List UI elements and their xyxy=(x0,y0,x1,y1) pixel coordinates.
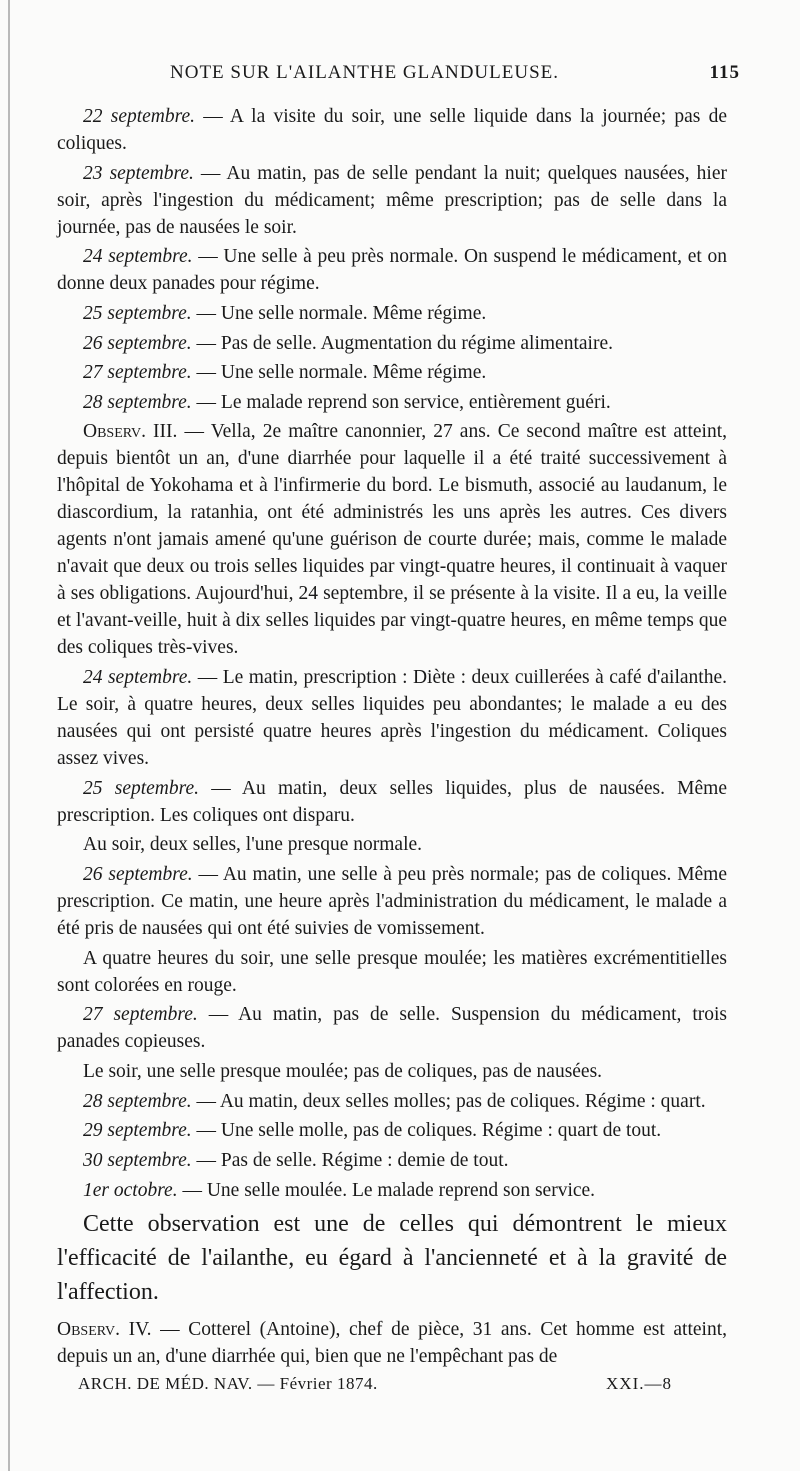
entry-date: 27 septembre. xyxy=(83,1004,198,1026)
journal-entry xyxy=(57,664,727,772)
observation-iv-text: — Cotterel (Antoine), chef de pièce, 31 ans. Cet homme est atteint, depuis un an, d'une diarrhée qui, bien que ne l'empêchant pas de xyxy=(57,1319,727,1367)
journal-entry xyxy=(57,103,727,157)
journal-entry xyxy=(57,1001,727,1055)
journal-entry xyxy=(57,1147,727,1174)
page-binding-edge xyxy=(8,0,10,1471)
entry-date: 28 septembre. xyxy=(83,1090,192,1112)
entry-text: — Au matin, pas de selle. Suspension du médicament, trois panades copieuses. xyxy=(57,1004,727,1053)
journal-entry xyxy=(57,1058,727,1085)
page-footer xyxy=(78,1374,672,1398)
body-text xyxy=(57,103,727,1206)
entry-date: 25 septembre. xyxy=(83,302,192,324)
observation-iv-lead: Observ. IV. xyxy=(57,1319,152,1340)
entry-text: — Au matin, pas de selle pendant la nuit; quelques nausées, hier soir, après l'ingestion du médicament; même prescription; pas de selle dans la journée, pas de nausées le soir. xyxy=(57,162,727,238)
journal-entry xyxy=(57,160,727,241)
journal-entry xyxy=(57,300,727,327)
entry-text: — A la visite du soir, une selle liquide dans la journée; pas de coliques. xyxy=(57,106,727,154)
entry-text: — Une selle normale. Même régime. xyxy=(191,302,487,324)
journal-entry xyxy=(57,1117,727,1144)
journal-entry xyxy=(57,861,727,942)
entry-text: — Une selle à peu près normale. On suspend le médicament, et on donne deux panades pour régime. xyxy=(57,246,728,295)
entry-date: 29 septembre. xyxy=(83,1120,192,1142)
entry-date: 24 septembre. xyxy=(83,667,193,689)
journal-entry xyxy=(57,243,727,297)
observation-iv-paragraph xyxy=(57,1316,727,1370)
entry-date: 30 septembre. xyxy=(83,1149,192,1171)
entry-text: — Au matin, deux selles liquides, plus de nausées. Même prescription. Les coliques ont disparu. xyxy=(57,777,727,826)
entry-text: — Au matin, deux selles molles; pas de coliques. Régime : quart. xyxy=(191,1090,706,1112)
running-title: NOTE SUR L'AILANTHE GLANDULEUSE. xyxy=(170,62,559,83)
entry-text: — Pas de selle. Régime : demie de tout. xyxy=(191,1149,509,1171)
entry-text: — Pas de selle. Augmentation du régime alimentaire. xyxy=(191,332,613,354)
entry-text: Le soir, une selle presque moulée; pas de coliques, pas de nausées. xyxy=(83,1060,603,1082)
footer-journal: ARCH. DE MÉD. NAV. — Février 1874. xyxy=(78,1374,378,1393)
entry-date: 24 septembre. xyxy=(83,246,193,268)
entry-text: — Le matin, prescription : Diète : deux cuillerées à café d'ailanthe. Le soir, à quatre heures, deux selles liquides peu abondantes; le malade a eu des nausées qui ont persisté quatre heures après l'ingestion du médicament. Coliques assez vives. xyxy=(57,667,727,770)
journal-entry xyxy=(57,1177,727,1204)
journal-entry xyxy=(57,418,727,661)
entry-date: 23 septembre. xyxy=(83,162,194,184)
running-header xyxy=(60,62,740,90)
journal-entry xyxy=(57,389,727,416)
footer-signature: XXI.—8 xyxy=(606,1374,672,1393)
entry-date: 27 septembre. xyxy=(83,362,192,384)
entry-text: — Le malade reprend son service, entièrement guéri. xyxy=(191,391,611,413)
conclusion-paragraph: Cette observation est une de celles qui démontrent le mieux l'efficacité de l'ailanthe, eu égard à l'ancienneté et à la gravité de l'affection. xyxy=(57,1211,727,1305)
entry-text: — Une selle moulée. Le malade reprend son service. xyxy=(177,1179,596,1201)
entry-text: — Une selle normale. Même régime. xyxy=(191,362,487,384)
entry-text: — Vella, 2e maître canonnier, 27 ans. Ce second maître est atteint, depuis bientôt un an, d'une diarrhée pour laquelle il a été traité successivement à l'hôpital de Yokohama et à l'infirmerie du bord. Le bismuth, associé au laudanum, le diascordium, la ratanhia, ont été administrés les uns après les autres. Ces divers agents n'ont jamais amené qu'une guérison de courte durée; mais, comme le malade n'avait que deux ou trois selles liquides par vingt-quatre heures, il continuait à vaquer à ses obligations. Aujourd'hui, 24 septembre, il se présente à la visite. Il a eu, la veille et l'avant-veille, huit à dix selles liquides par vingt-quatre heures, en même temps que des coliques très-vives. xyxy=(57,421,727,659)
entry-date: 26 septembre. xyxy=(83,332,192,354)
entry-text: — Une selle molle, pas de coliques. Régime : quart de tout. xyxy=(191,1120,662,1142)
entry-date: 28 septembre. xyxy=(83,391,192,413)
entry-date: 25 septembre. xyxy=(83,777,200,799)
page-number: 115 xyxy=(709,62,740,83)
journal-entry xyxy=(57,1088,727,1115)
entry-text: A quatre heures du soir, une selle presque moulée; les matières excrémentitielles sont colorées en rouge. xyxy=(57,947,727,996)
entry-date: 22 septembre. xyxy=(83,106,196,127)
journal-entry xyxy=(57,831,727,858)
entry-text: — Au matin, une selle à peu près normale; pas de coliques. Même prescription. Ce matin, une heure après l'administration du médicament, le malade a été pris de nausées qui ont été suivies de vomissement. xyxy=(57,864,728,940)
journal-entry xyxy=(57,775,727,829)
journal-entry xyxy=(57,359,727,386)
journal-entry xyxy=(57,330,727,357)
entry-date: 1er octobre. xyxy=(83,1179,178,1201)
observation-lead: Observ. III. xyxy=(83,421,178,443)
entry-date: 26 septembre. xyxy=(83,864,193,886)
entry-text: Au soir, deux selles, l'une presque normale. xyxy=(83,834,423,856)
journal-entry xyxy=(57,945,727,999)
